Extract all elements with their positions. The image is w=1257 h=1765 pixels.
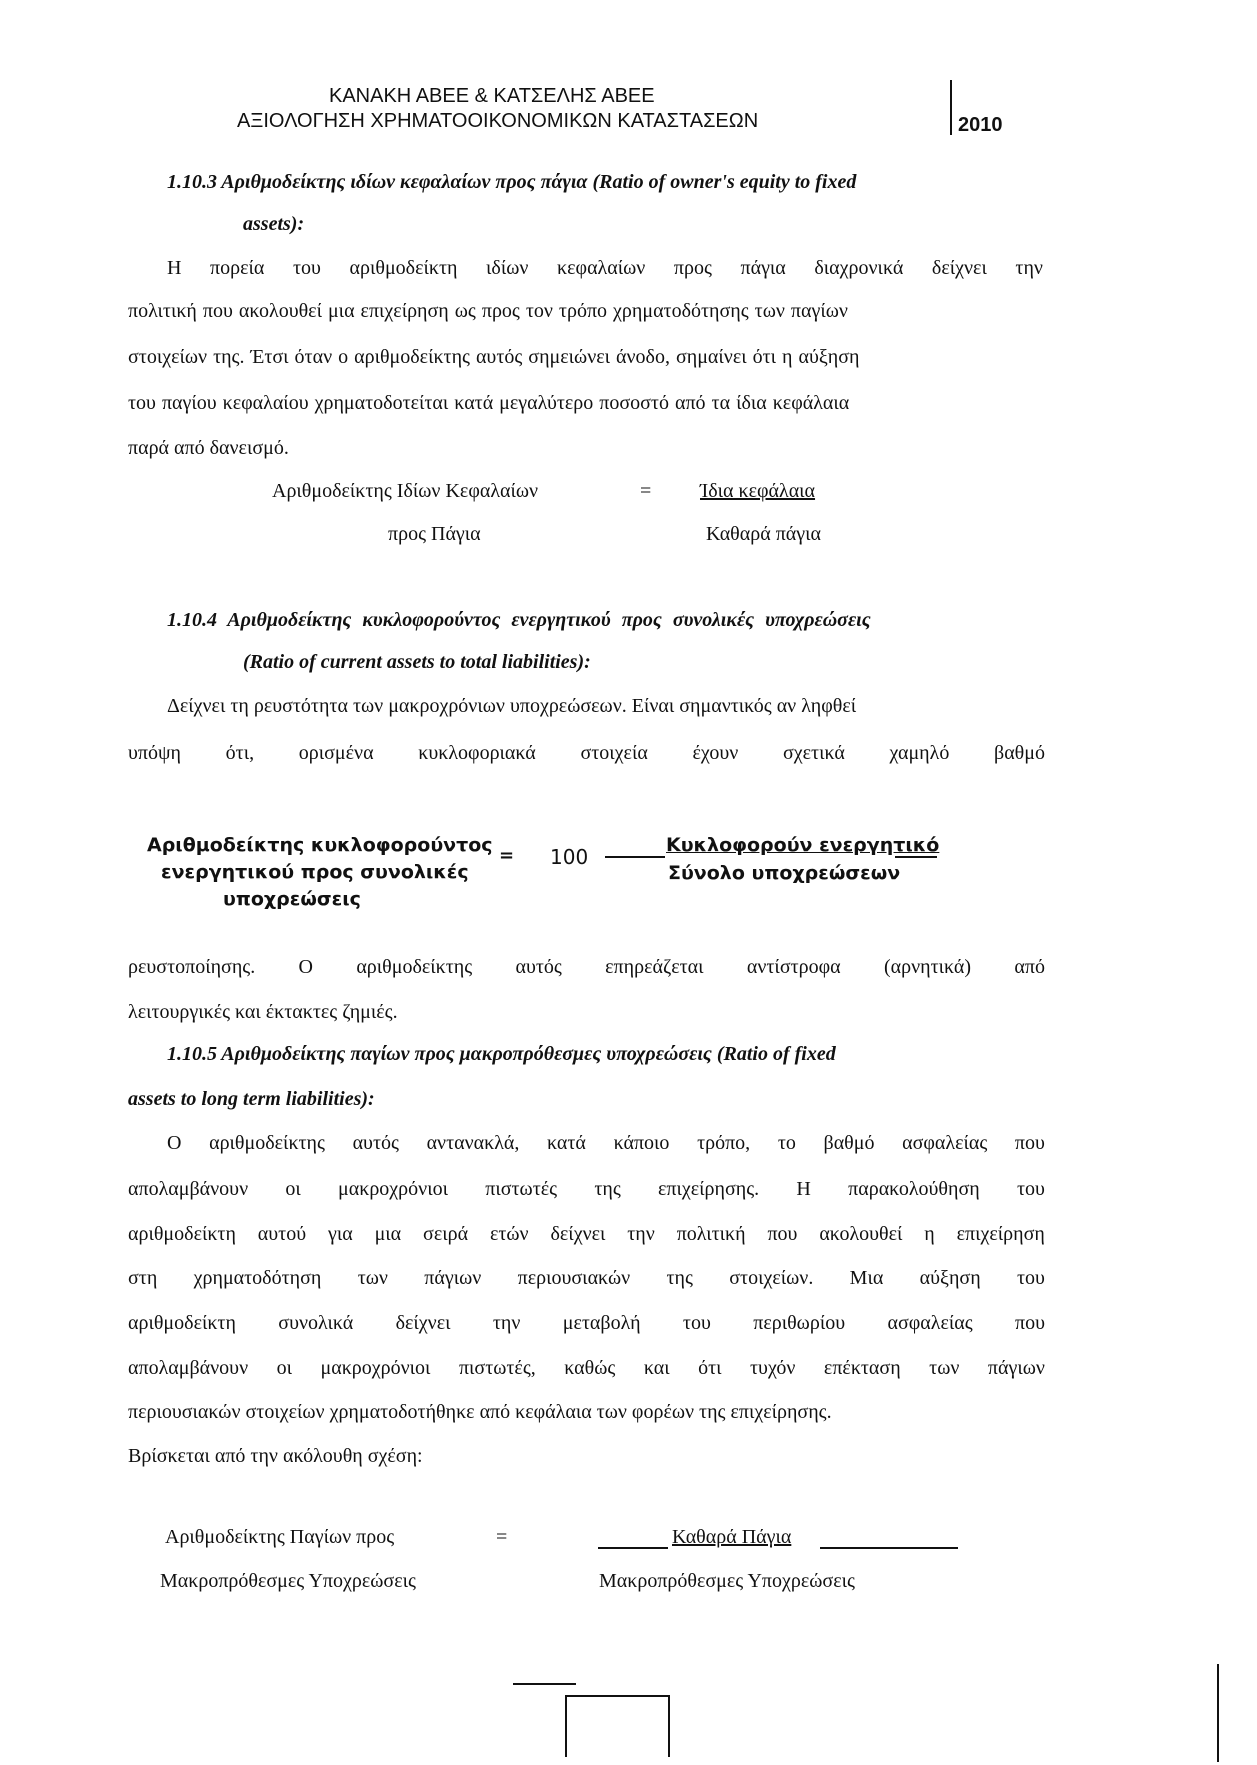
paragraph-word: οι — [276, 1357, 293, 1379]
formula-left: Αριθμοδείκτης κυκλοφορούντος — [147, 834, 493, 856]
paragraph-word: αριθμοδείκτη — [349, 257, 458, 279]
paragraph-word: βαθμό — [823, 1132, 875, 1154]
paragraph-word: των — [929, 1357, 960, 1379]
paragraph-word: την — [627, 1223, 655, 1245]
header-subtitle: ΑΞΙΟΛΟΓΗΣΗ ΧΡΗΜΑΤΟΟΙΚΟΝΟΜΙΚΩΝ ΚΑΤΑΣΤΑΣΕΩΝ — [237, 110, 759, 132]
paragraph-word: από — [1014, 956, 1045, 978]
paragraph-word: τυχόν — [750, 1357, 796, 1379]
paragraph-word: επέκταση — [823, 1357, 901, 1379]
formula-left: Αριθμοδείκτης Παγίων προς — [165, 1526, 395, 1548]
fraction-line-right — [820, 1547, 958, 1549]
paragraph-line: παρά από δανεισμό. — [128, 437, 289, 459]
paragraph-word: πορεία — [210, 257, 265, 279]
paragraph-word: στη — [128, 1267, 158, 1289]
paragraph-word: και — [643, 1357, 670, 1379]
paragraph-word: αριθμοδείκτη — [128, 1312, 236, 1334]
paragraph-word: που — [767, 1223, 798, 1245]
paragraph-word: αυτός — [515, 956, 562, 978]
formula-left: Αριθμοδείκτης Ιδίων Κεφαλαίων — [272, 480, 539, 502]
paragraph-word: σχετικά — [782, 742, 845, 764]
paragraph-word: δείχνει — [550, 1223, 606, 1245]
paragraph-word: αυτός — [352, 1132, 399, 1154]
paragraph-word: κατά — [547, 1132, 586, 1154]
paragraph-word: του — [1016, 1178, 1045, 1200]
paragraph-word: ρευστοποίησης. — [128, 956, 256, 978]
formula-left-cont: ενεργητικού προς συνολικές — [161, 861, 469, 883]
paragraph-word: των — [357, 1267, 388, 1289]
paragraph-word: έχουν — [692, 742, 739, 764]
formula-numerator: Ίδια κεφάλαια — [700, 480, 816, 502]
paragraph-word: την — [1015, 257, 1043, 279]
paragraph-word: πάγιων — [987, 1357, 1045, 1379]
scan-artifact-line — [668, 1695, 670, 1757]
paragraph-word: απολαμβάνουν — [128, 1178, 249, 1200]
paragraph-word: ορισμένα — [298, 742, 374, 764]
paragraph-word: αυτού — [257, 1223, 307, 1245]
paragraph-word: μεταβολή — [562, 1312, 641, 1334]
fraction-line-left — [598, 1547, 668, 1549]
paragraph-line: του παγίου κεφαλαίου χρηματοδοτείται κατά μεγαλύτερο ποσοστό από τα ίδια κεφάλαια — [128, 392, 850, 414]
formula-left-cont: υποχρεώσεις — [223, 888, 361, 910]
paragraph-word: μακροχρόνιοι — [338, 1178, 448, 1200]
paragraph-word: ασφαλείας — [902, 1132, 988, 1154]
section-heading-1-10-4: 1.10.4 Αριθμοδείκτης κυκλοφορούντος ενεργητικού προς συνολικές υποχρεώσεις — [167, 609, 871, 631]
paragraph-word: απολαμβάνουν — [128, 1357, 249, 1379]
paragraph-word: που — [1014, 1132, 1045, 1154]
formula-equals: = — [496, 1526, 508, 1548]
paragraph-word: κάποιο — [613, 1132, 670, 1154]
paragraph-word: ασφαλείας — [887, 1312, 973, 1334]
paragraph-word: μακροχρόνιοι — [320, 1357, 431, 1379]
formula-denominator: Μακροπρόθεσμες Υποχρεώσεις — [599, 1570, 855, 1592]
paragraph-word: η — [924, 1223, 935, 1245]
paragraph-word: κεφαλαίων — [557, 257, 646, 279]
paragraph-word: το — [777, 1132, 796, 1154]
paragraph-word: καθώς — [564, 1357, 616, 1379]
paragraph-word: πάγιων — [424, 1267, 482, 1289]
paragraph-word: περιθωρίου — [753, 1312, 846, 1334]
paragraph-line: πολιτική που ακολουθεί μια επιχείρηση ως προς τον τρόπο χρηματοδότησης των παγίων — [128, 300, 848, 322]
paragraph-line — [128, 1311, 1045, 1335]
paragraph-line — [167, 256, 1043, 280]
formula-denominator: Σύνολο υποχρεώσεων — [668, 862, 901, 884]
section-heading-1-10-3-cont: assets): — [243, 213, 305, 235]
paragraph-word: του — [682, 1312, 711, 1334]
paragraph-word: ακολουθεί — [819, 1223, 903, 1245]
paragraph-word: αριθμοδείκτη — [128, 1223, 236, 1245]
paragraph-word: ότι, — [225, 742, 255, 764]
paragraph-word: χρηματοδότηση — [193, 1267, 322, 1289]
scan-artifact-line — [565, 1695, 567, 1757]
formula-left-cont: προς Πάγια — [388, 523, 481, 545]
paragraph-line: λειτουργικές και έκτακτες ζημιές. — [128, 1001, 398, 1023]
paragraph-word: Ο — [167, 1132, 182, 1154]
paragraph-word: της — [666, 1267, 693, 1289]
paragraph-word: Μια — [849, 1267, 884, 1289]
paragraph-line: Βρίσκεται από την ακόλουθη σχέση: — [128, 1445, 423, 1467]
paragraph-line — [128, 1222, 1045, 1246]
paragraph-word: αντανακλά, — [426, 1132, 520, 1154]
paragraph-word: πιστωτές, — [458, 1357, 536, 1379]
paragraph-word: Ο — [298, 956, 313, 978]
paragraph-word: στοιχεία — [580, 742, 648, 764]
paragraph-word: παρακολούθηση — [848, 1178, 980, 1200]
paragraph-word: οι — [285, 1178, 301, 1200]
paragraph-word: Η — [167, 257, 182, 279]
paragraph-word: του — [1017, 1267, 1045, 1289]
formula-equals: = — [640, 480, 652, 502]
paragraph-word: ότι — [698, 1357, 722, 1379]
paragraph-word: αριθμοδείκτης — [209, 1132, 325, 1154]
paragraph-line — [128, 741, 1045, 765]
formula-numerator: Καθαρά Πάγια — [672, 1526, 792, 1548]
fraction-line-right — [895, 856, 937, 858]
fraction-line-left — [605, 856, 665, 858]
paragraph-word: χαμηλό — [889, 742, 950, 764]
section-heading-1-10-5: 1.10.5 Αριθμοδείκτης παγίων προς μακροπρόθεσμες υποχρεώσεις (Ratio of fixed — [167, 1043, 836, 1065]
section-heading-1-10-5-cont: assets to long term liabilities): — [128, 1088, 375, 1110]
paragraph-word: πολιτική — [676, 1223, 746, 1245]
section-heading-1-10-4-cont: (Ratio of current assets to total liabilities): — [243, 651, 591, 673]
paragraph-word: αύξηση — [919, 1267, 981, 1289]
formula-numerator: Κυκλοφορούν ενεργητικό — [666, 834, 940, 856]
paragraph-word: αριθμοδείκτης — [356, 956, 473, 978]
paragraph-word: κυκλοφοριακά — [418, 742, 536, 764]
formula-equals: = — [499, 845, 515, 866]
paragraph-word: στοιχείων. — [729, 1267, 814, 1289]
paragraph-line: στοιχείων της. Έτσι όταν ο αριθμοδείκτης αυτός σημειώνει άνοδο, σημαίνει ότι η αύξηση — [128, 346, 860, 368]
header-company: ΚΑΝΑΚΗ ΑΒΕΕ & ΚΑΤΣΕΛΗΣ ΑΒΕΕ — [329, 85, 655, 107]
paragraph-word: πιστωτές — [485, 1178, 558, 1200]
paragraph-word: του — [292, 257, 321, 279]
paragraph-word: της — [594, 1178, 621, 1200]
formula-denominator: Καθαρά πάγια — [706, 523, 821, 545]
paragraph-word: σειρά — [423, 1223, 469, 1245]
paragraph-word: βαθμό — [994, 742, 1045, 764]
scan-artifact-line — [513, 1683, 576, 1685]
paragraph-line — [128, 1266, 1045, 1290]
paragraph-word: δείχνει — [395, 1312, 451, 1334]
paragraph-word: πάγια — [740, 257, 786, 279]
paragraph-word: τρόπο, — [697, 1132, 751, 1154]
header-year: 2010 — [958, 114, 1003, 136]
paragraph-word: (αρνητικά) — [883, 956, 972, 978]
section-heading-1-10-3: 1.10.3 Αριθμοδείκτης ιδίων κεφαλαίων προς πάγια (Ratio of owner's equity to fixed — [167, 171, 857, 193]
header-divider — [950, 80, 952, 135]
paragraph-line — [128, 1356, 1045, 1380]
paragraph-line — [128, 955, 1045, 979]
paragraph-word: επηρεάζεται — [605, 956, 704, 978]
paragraph-word: επιχείρηση — [956, 1223, 1045, 1245]
paragraph-word: διαχρονικά — [814, 257, 904, 279]
paragraph-word: ετών — [489, 1223, 529, 1245]
paragraph-word: την — [492, 1312, 521, 1334]
paragraph-word: αντίστροφα — [746, 956, 841, 978]
paragraph-word: υπόψη — [128, 742, 181, 764]
scan-artifact-line — [565, 1695, 670, 1697]
paragraph-word: μια — [374, 1223, 402, 1245]
paragraph-word: προς — [673, 257, 712, 279]
paragraph-line — [167, 1131, 1045, 1155]
paragraph-word: δείχνει — [931, 257, 987, 279]
paragraph-word: συνολικά — [278, 1312, 354, 1334]
paragraph-word: για — [328, 1223, 353, 1245]
formula-left-cont: Μακροπρόθεσμες Υποχρεώσεις — [160, 1570, 416, 1592]
paragraph-line: περιουσιακών στοιχείων χρηματοδοτήθηκε από κεφάλαια των φορέων της επιχείρησης. — [128, 1401, 832, 1423]
paragraph-word: που — [1014, 1312, 1045, 1334]
paragraph-word: περιουσιακών — [517, 1267, 631, 1289]
scan-artifact-line — [1217, 1664, 1219, 1762]
paragraph-word: ιδίων — [486, 257, 529, 279]
formula-multiplier: 100 — [550, 845, 589, 869]
paragraph-line: Δείχνει τη ρευστότητα των μακροχρόνιων υποχρεώσεων. Είναι σημαντικός αν ληφθεί — [167, 695, 857, 717]
paragraph-word: Η — [796, 1178, 811, 1200]
paragraph-line — [128, 1177, 1045, 1201]
paragraph-word: επιχείρησης. — [658, 1178, 760, 1200]
